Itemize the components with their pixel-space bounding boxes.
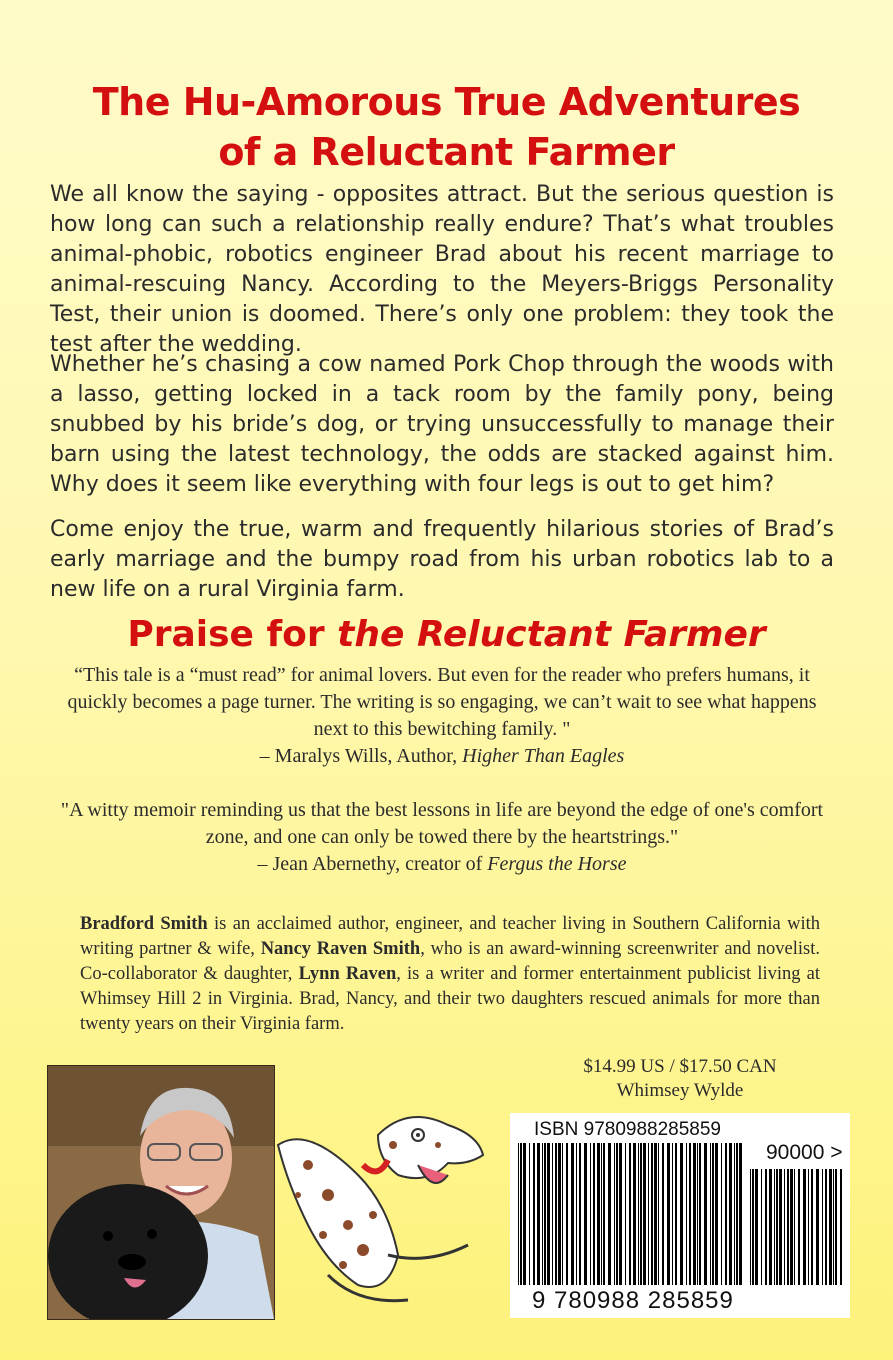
publisher-name: Whimsey Wylde [616,1080,744,1101]
quote-attribution [50,743,834,770]
isbn-label: ISBN 9780988285859 [534,1119,721,1140]
price-barcode [750,1169,842,1285]
title-line-1: The Hu-Amorous True Adventures [92,80,801,124]
quote-text: "A witty memoir reminding us that the best lessons in life are beyond the edge of one's comfort zone, and one can only be towed there by the heartstrings." [60,799,824,848]
quote-attribution [50,851,834,878]
blurb-paragraph-1: We all know the saying - opposites attract. But the serious question is how long can such a relationship really endure? That’s what troubles animal-phobic, robotics engineer Brad about his recent marriage to animal-rescuing Nancy. According to the Meyers-Briggs Personality Test, their union is doomed. There’s only one problem: they took the test after the wedding. [50,182,834,357]
review-quote-2 [50,797,834,878]
isbn-digits: 9 780988 285859 [532,1287,734,1314]
author-photo-illustration [48,1066,274,1319]
author-name-lynn: Lynn Raven [298,964,397,984]
cartoon-dalmatian [268,1105,498,1305]
praise-heading [0,614,893,655]
price-block [520,1055,840,1103]
dalmatian-icon [268,1105,498,1305]
bio-text-3: , is a writer and former entertainment publicist living at Whimsey Hill 2 in Virginia. Brad, Nancy, and their two daughters rescued animals for more than twenty years on their Virginia farm. [80,964,820,1034]
author-name-bradford: Bradford Smith [80,914,208,934]
review-quote-1 [50,662,834,770]
barcode-box [510,1113,850,1318]
blurb-paragraph-2: Whether he’s chasing a cow named Pork Chop through the woods with a lasso, getting locked in a tack room by the family pony, being snubbed by his bride’s dog, or trying unsuccessfully to manage their barn using the latest technology, the odds are stacked against him. Why does it seem like everything with four legs is out to get him? [50,352,834,497]
attribution-author: – Jean Abernethy, creator of [257,853,488,875]
attribution-work: Fergus the Horse [487,853,627,875]
isbn-barcode [518,1143,743,1285]
praise-heading-prefix: Praise for [127,614,338,655]
price-text: $14.99 US / $17.50 CAN [583,1056,777,1077]
price-code: 90000 > [766,1141,843,1164]
quote-text: “This tale is a “must read” for animal lovers. But even for the reader who prefers humans, it quickly becomes a page turner. The writing is so engaging, we can’t wait to see what happens next to this bewitching family. " [67,664,817,740]
author-name-nancy: Nancy Raven Smith [260,939,421,959]
title-line-2: of a Reluctant Farmer [218,130,675,174]
bio-text-2: , who is an award-winning screenwriter and novelist. Co-collaborator & daughter, [80,939,820,984]
attribution-author: – Maralys Wills, Author, [259,745,463,767]
author-bio [80,912,820,1037]
bio-text-1: is an acclaimed author, engineer, and teacher living in Southern California with writing partner & wife, [80,914,820,959]
blurb-paragraph-3: Come enjoy the true, warm and frequently hilarious stories of Brad’s early marriage and the bumpy road from his urban robotics lab to a new life on a rural Virginia farm. [50,517,834,602]
attribution-work: Higher Than Eagles [462,745,625,767]
author-photo [47,1065,275,1320]
praise-heading-book-title: the Reluctant Farmer [337,614,766,655]
